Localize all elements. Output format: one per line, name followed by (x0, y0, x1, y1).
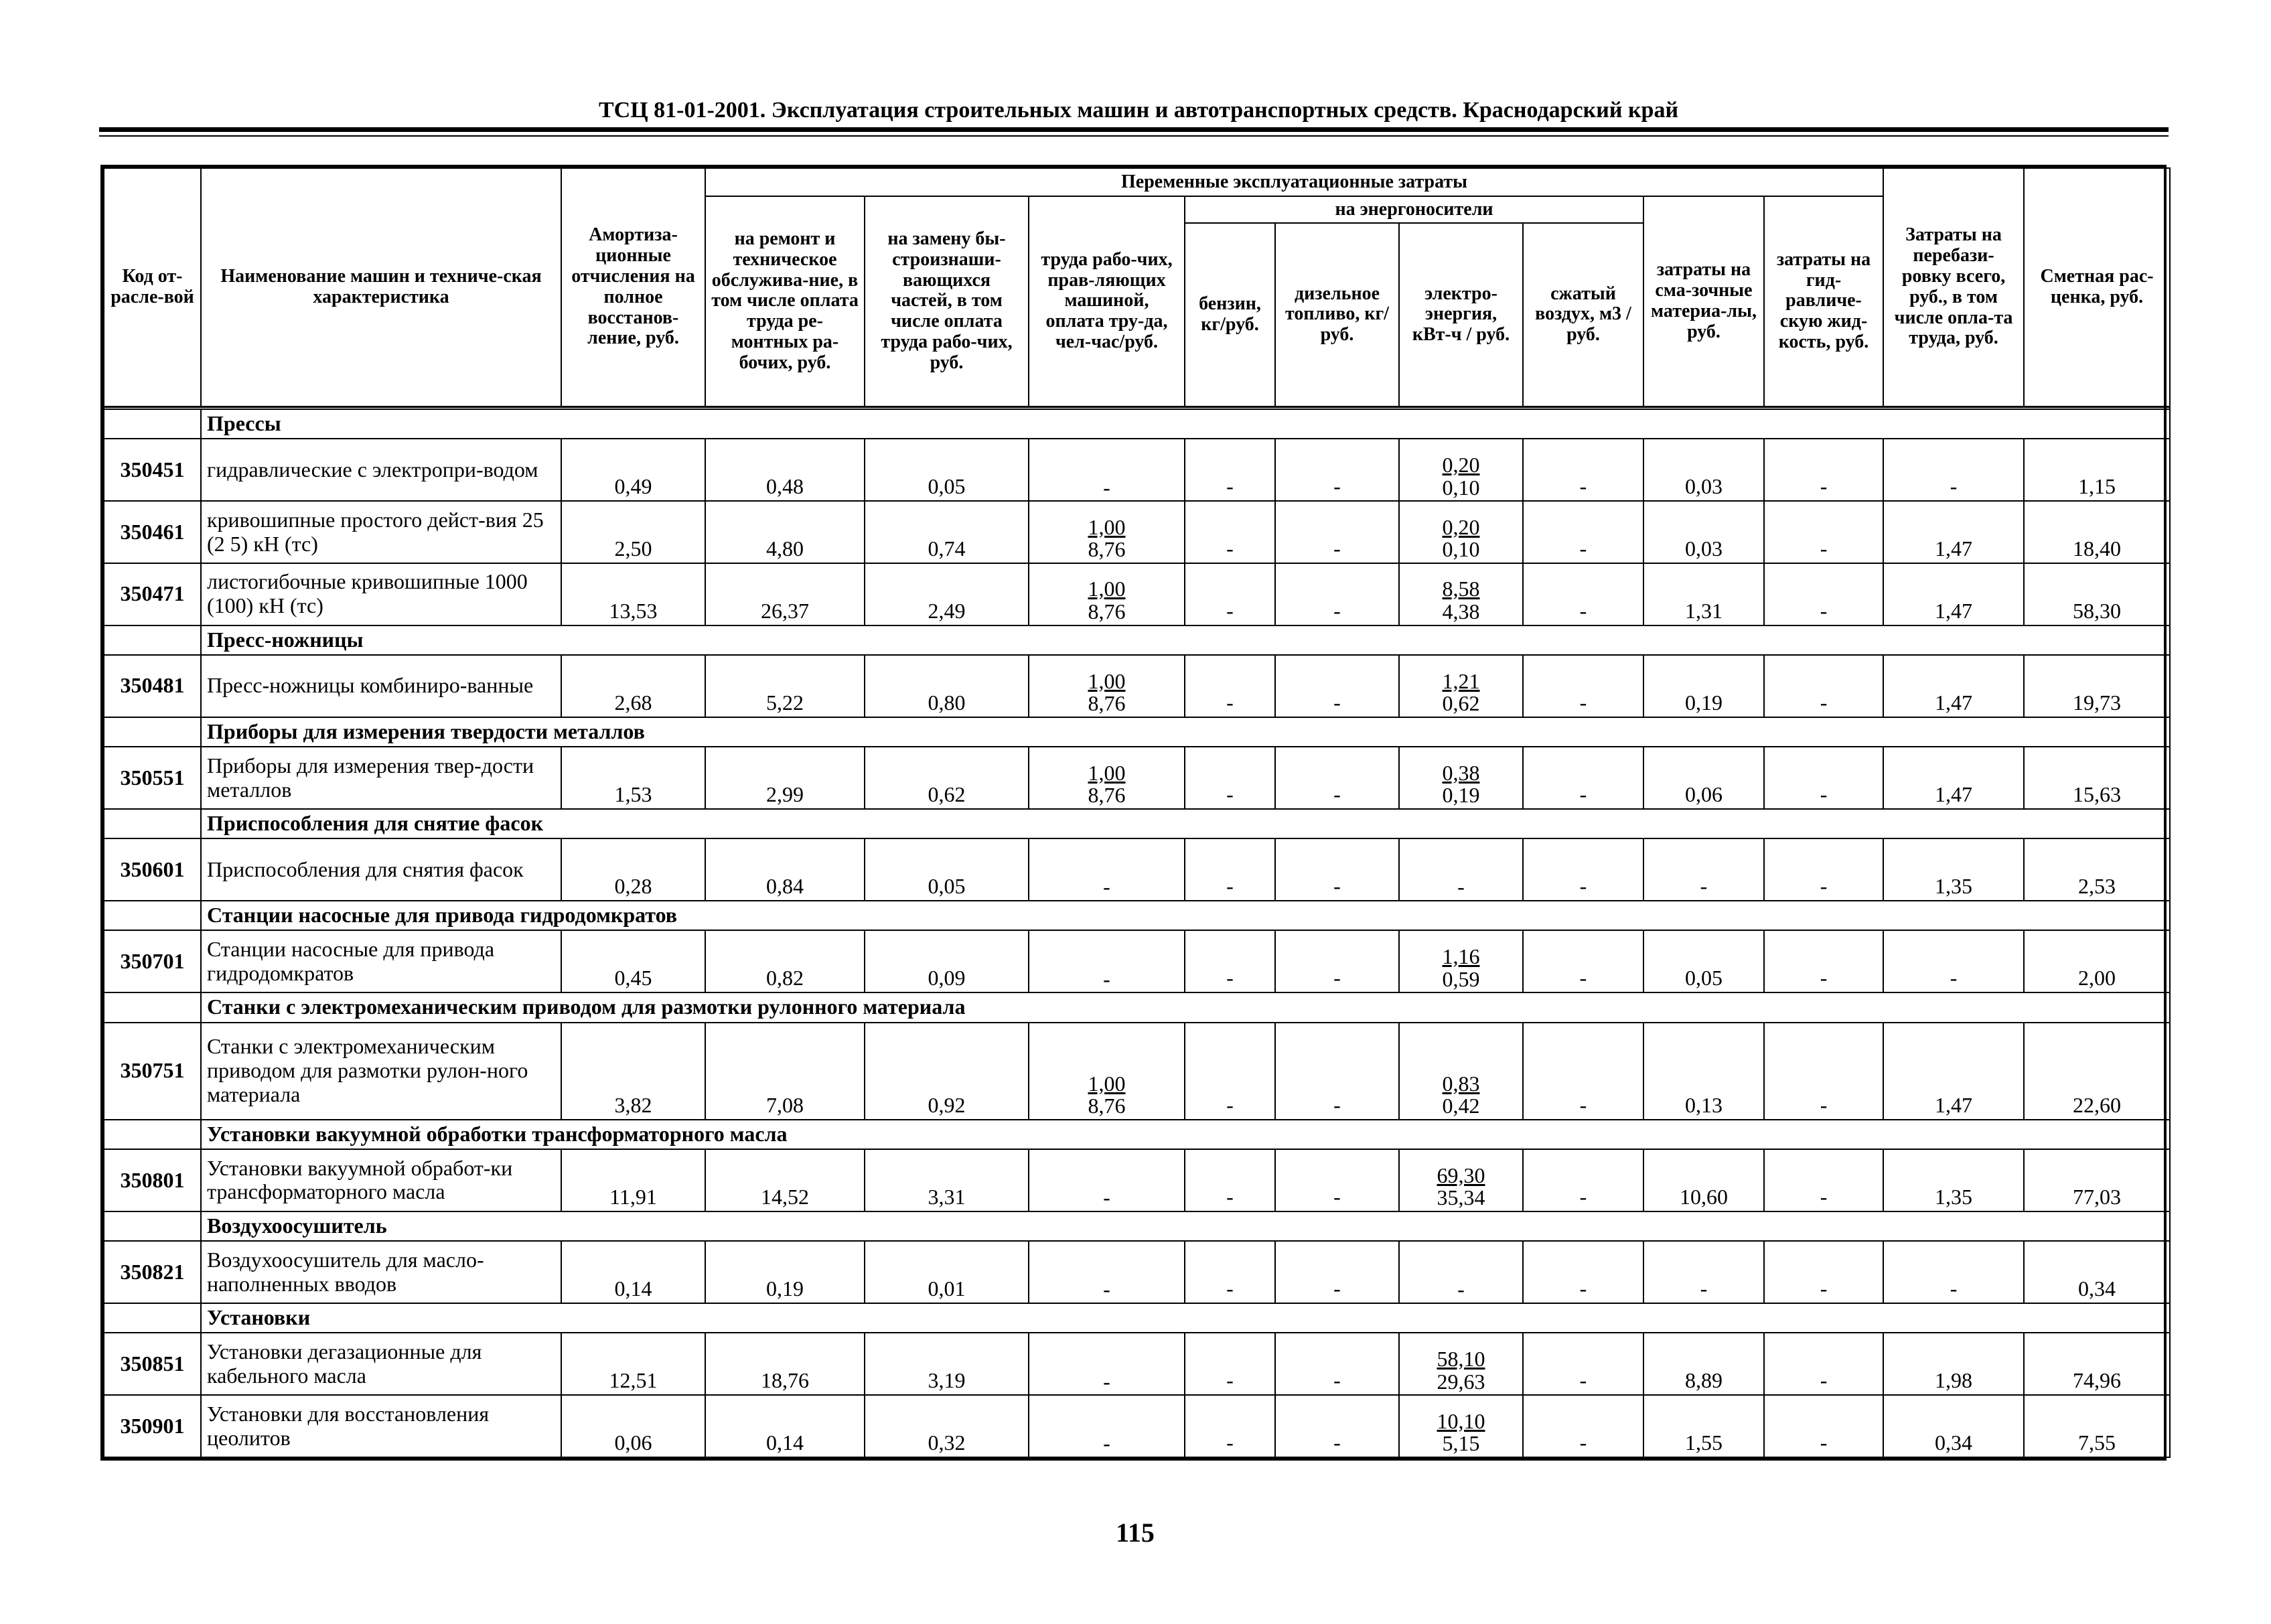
cell-air: - (1523, 1241, 1643, 1303)
cell-diesel: - (1275, 439, 1399, 501)
cell-name: Воздухоосушитель для масло-наполненных вводов (201, 1241, 561, 1303)
cell-relocation: 1,47 (1883, 1023, 2024, 1120)
cell-relocation: 1,47 (1883, 501, 2024, 563)
cell-repair: 2,99 (705, 747, 865, 809)
section-row (104, 409, 2170, 439)
section-title: Станки с электромеханическим приводом для размотки рулонного материала (201, 992, 2170, 1022)
cell-estimate: 77,03 (2024, 1149, 2170, 1211)
cell-labor-cost: 8,76 (1088, 783, 1126, 808)
cell-relocation: 0,34 (1883, 1395, 2024, 1457)
cell-air: - (1523, 747, 1643, 809)
cell-diesel: - (1275, 1333, 1399, 1395)
cell-hydraulic: - (1764, 747, 1883, 809)
cell-petrol: - (1185, 1149, 1275, 1211)
cell-estimate: 1,15 (2024, 439, 2170, 501)
table-row (104, 655, 2170, 717)
cell-electric-norm: 8,58 (1442, 577, 1480, 601)
cell-name: Установки дегазационные для кабельного масла (201, 1333, 561, 1395)
cell-lubricant: 8,89 (1643, 1333, 1764, 1395)
cell-estimate: 22,60 (2024, 1023, 2170, 1120)
cell-labor-norm: 1,00 (1088, 668, 1126, 693)
table-row (104, 1149, 2170, 1211)
cell-hydraulic: - (1764, 1241, 1883, 1303)
cell-lubricant: - (1643, 1241, 1764, 1303)
cell-hydraulic: - (1764, 1333, 1883, 1395)
cell-labor-cost: - (1103, 966, 1110, 991)
cell-amortization: 0,45 (561, 930, 705, 992)
cell-electric-cost: - (1457, 875, 1465, 899)
cell-lubricant: 0,06 (1643, 747, 1764, 809)
cell-estimate: 58,30 (2024, 563, 2170, 625)
cell-air: - (1523, 501, 1643, 563)
cell-electric (1399, 501, 1523, 563)
cell-diesel: - (1275, 501, 1399, 563)
cell-name: Приспособления для снятия фасок (201, 838, 561, 901)
cell-electric (1399, 1023, 1523, 1120)
cell-air: - (1523, 838, 1643, 901)
cell-amortization: 0,14 (561, 1241, 705, 1303)
header-lubricant: затраты на сма-зочные материа-лы, руб. (1643, 196, 1764, 407)
cell-repair: 0,84 (705, 838, 865, 901)
cell-repair: 26,37 (705, 563, 865, 625)
cell-code: 350751 (104, 1023, 201, 1120)
cell-amortization: 0,06 (561, 1395, 705, 1457)
cell-electric-cost: 0,59 (1442, 966, 1480, 991)
cell-repair: 4,80 (705, 501, 865, 563)
cell-labor (1029, 930, 1185, 992)
cell-hydraulic: - (1764, 1395, 1883, 1457)
header-estimate: Сметная рас-ценка, руб. (2024, 168, 2170, 407)
cell-repair: 5,22 (705, 655, 865, 717)
header-energy: на энергоносители (1185, 196, 1643, 223)
cell-replacement: 0,62 (865, 747, 1029, 809)
cell-electric-cost: 5,15 (1442, 1431, 1480, 1456)
cell-petrol: - (1185, 501, 1275, 563)
section-row (104, 901, 2170, 930)
cell-electric (1399, 655, 1523, 717)
rates-table (100, 165, 2167, 1461)
section-row (104, 1303, 2170, 1333)
cell-repair: 0,82 (705, 930, 865, 992)
cell-replacement: 0,01 (865, 1241, 1029, 1303)
section-title: Прессы (201, 409, 2170, 439)
cell-hydraulic: - (1764, 655, 1883, 717)
header-replacement: на замену бы-строизнаши-вающихся частей, в том числе оплата труда рабо-чих, руб. (865, 196, 1029, 407)
table-row (104, 1333, 2170, 1395)
page-title: ТСЦ 81-01-2001. Эксплуатация строительных машин и автотранспортных средств. Краснодарский край (598, 98, 1679, 123)
cell-diesel: - (1275, 1023, 1399, 1120)
cell-hydraulic: - (1764, 838, 1883, 901)
table-row (104, 1395, 2170, 1457)
cell-name: Станции насосные для привода гидродомкратов (201, 930, 561, 992)
cell-name: кривошипные простого дейст-вия 25 (2 5) кН (тс) (201, 501, 561, 563)
cell-electric-norm: 1,16 (1442, 944, 1480, 968)
cell-estimate: 18,40 (2024, 501, 2170, 563)
cell-hydraulic: - (1764, 563, 1883, 625)
cell-diesel: - (1275, 655, 1399, 717)
section-title: Пресс-ножницы (201, 625, 2170, 655)
cell-electric (1399, 1395, 1523, 1457)
cell-replacement: 3,19 (865, 1333, 1029, 1395)
cell-code: 350551 (104, 747, 201, 809)
section-title: Установки (201, 1303, 2170, 1333)
cell-air: - (1523, 563, 1643, 625)
cell-petrol: - (1185, 838, 1275, 901)
cell-electric-norm: 0,20 (1442, 514, 1480, 539)
cell-relocation: 1,47 (1883, 655, 2024, 717)
cell-estimate: 2,00 (2024, 930, 2170, 992)
cell-code: 350481 (104, 655, 201, 717)
cell-labor (1029, 1149, 1185, 1211)
cell-electric-cost: 0,10 (1442, 475, 1480, 500)
cell-amortization: 0,49 (561, 439, 705, 501)
cell-code: 350851 (104, 1333, 201, 1395)
cell-electric-cost: 35,34 (1437, 1185, 1485, 1210)
cell-amortization: 13,53 (561, 563, 705, 625)
header-amortization: Амортиза-ционные отчисления на полное восстанов-ление, руб. (561, 168, 705, 407)
cell-electric-cost: - (1457, 1277, 1465, 1302)
cell-lubricant: 0,13 (1643, 1023, 1764, 1120)
cell-labor-cost: 8,76 (1088, 537, 1126, 562)
cell-electric (1399, 1241, 1523, 1303)
cell-electric-cost: 29,63 (1437, 1369, 1485, 1394)
cell-code: 350601 (104, 838, 201, 901)
section-title: Приборы для измерения твердости металлов (201, 717, 2170, 747)
cell-lubricant: 0,03 (1643, 439, 1764, 501)
cell-repair: 0,48 (705, 439, 865, 501)
cell-diesel: - (1275, 1149, 1399, 1211)
cell-relocation: - (1883, 1241, 2024, 1303)
cell-estimate: 0,34 (2024, 1241, 2170, 1303)
cell-name: Установки вакуумной обработ-ки трансформаторного масла (201, 1149, 561, 1211)
cell-code: 350461 (104, 501, 201, 563)
cell-labor-cost: - (1103, 475, 1110, 500)
table-row (104, 747, 2170, 809)
cell-amortization: 12,51 (561, 1333, 705, 1395)
cell-amortization: 2,68 (561, 655, 705, 717)
cell-electric (1399, 838, 1523, 901)
cell-replacement: 0,32 (865, 1395, 1029, 1457)
section-row (104, 1211, 2170, 1241)
cell-hydraulic: - (1764, 1023, 1883, 1120)
section-row (104, 717, 2170, 747)
cell-electric (1399, 1333, 1523, 1395)
cell-electric (1399, 1149, 1523, 1211)
table-body (104, 409, 2170, 1457)
header-rule-thin (99, 135, 2169, 137)
header-diesel: дизельное топливо, кг/руб. (1275, 223, 1399, 407)
table-row (104, 1023, 2170, 1120)
section-title: Приспособления для снятие фасок (201, 809, 2170, 838)
cell-estimate: 15,63 (2024, 747, 2170, 809)
cell-petrol: - (1185, 747, 1275, 809)
cell-replacement: 2,49 (865, 563, 1029, 625)
cell-labor (1029, 1241, 1185, 1303)
cell-labor (1029, 838, 1185, 901)
cell-replacement: 0,05 (865, 838, 1029, 901)
cell-diesel: - (1275, 838, 1399, 901)
cell-lubricant: 0,05 (1643, 930, 1764, 992)
cell-petrol: - (1185, 563, 1275, 625)
cell-labor-cost: - (1103, 1369, 1110, 1394)
cell-electric-norm: 0,20 (1442, 452, 1480, 477)
cell-relocation: - (1883, 930, 2024, 992)
section-title: Воздухоосушитель (201, 1211, 2170, 1241)
cell-labor (1029, 1333, 1185, 1395)
cell-amortization: 0,28 (561, 838, 705, 901)
table-header (104, 168, 2170, 409)
cell-petrol: - (1185, 1333, 1275, 1395)
cell-air: - (1523, 439, 1643, 501)
cell-labor-cost: 8,76 (1088, 1094, 1126, 1118)
cell-petrol: - (1185, 655, 1275, 717)
cell-diesel: - (1275, 1241, 1399, 1303)
cell-amortization: 2,50 (561, 501, 705, 563)
cell-electric-norm: 0,38 (1442, 760, 1480, 785)
cell-lubricant: 0,03 (1643, 501, 1764, 563)
cell-replacement: 0,05 (865, 439, 1029, 501)
cell-code: 350801 (104, 1149, 201, 1211)
cell-lubricant: 1,31 (1643, 563, 1764, 625)
table-row (104, 563, 2170, 625)
table-row (104, 501, 2170, 563)
cell-name: гидравлические с электропри-водом (201, 439, 561, 501)
cell-petrol: - (1185, 930, 1275, 992)
cell-estimate: 2,53 (2024, 838, 2170, 901)
cell-electric-norm: 58,10 (1437, 1346, 1485, 1371)
table-row (104, 930, 2170, 992)
cell-hydraulic: - (1764, 1149, 1883, 1211)
cell-labor (1029, 439, 1185, 501)
section-title: Установки вакуумной обработки трансформаторного масла (201, 1120, 2170, 1149)
cell-relocation: 1,98 (1883, 1333, 2024, 1395)
cell-electric-cost: 0,10 (1442, 537, 1480, 562)
cell-diesel: - (1275, 1395, 1399, 1457)
cell-repair: 14,52 (705, 1149, 865, 1211)
cell-lubricant: - (1643, 838, 1764, 901)
cell-code: 350901 (104, 1395, 201, 1457)
header-labor: труда рабо-чих, прав-ляющих машиной, оплата тру-да, чел-час/руб. (1029, 196, 1185, 407)
cell-repair: 0,14 (705, 1395, 865, 1457)
cell-amortization: 11,91 (561, 1149, 705, 1211)
section-row (104, 1120, 2170, 1149)
cell-labor-cost: - (1103, 1431, 1110, 1456)
header-repair: на ремонт и техническое обслужива-ние, в том числе оплата труда ре-монтных ра-бочих, руб. (705, 196, 865, 407)
cell-labor-cost: 8,76 (1088, 599, 1126, 624)
cell-electric (1399, 930, 1523, 992)
cell-electric (1399, 747, 1523, 809)
header-air: сжатый воздух, м3 / руб. (1523, 223, 1643, 407)
cell-labor (1029, 563, 1185, 625)
cell-hydraulic: - (1764, 439, 1883, 501)
cell-replacement: 0,80 (865, 655, 1029, 717)
header-code: Код от-расле-вой (104, 168, 201, 407)
cell-electric-norm: 0,83 (1442, 1071, 1480, 1096)
cell-electric (1399, 563, 1523, 625)
cell-labor-cost: 8,76 (1088, 691, 1126, 716)
cell-diesel: - (1275, 930, 1399, 992)
cell-lubricant: 10,60 (1643, 1149, 1764, 1211)
cell-amortization: 1,53 (561, 747, 705, 809)
cell-labor (1029, 1023, 1185, 1120)
page-number: 115 (1116, 1518, 1155, 1548)
cell-name: Приборы для измерения твер-дости металлов (201, 747, 561, 809)
cell-air: - (1523, 655, 1643, 717)
header-hydraulic: затраты на гид-равличе-скую жид-кость, руб. (1764, 196, 1883, 407)
cell-hydraulic: - (1764, 930, 1883, 992)
cell-labor (1029, 501, 1185, 563)
cell-code: 350451 (104, 439, 201, 501)
cell-hydraulic: - (1764, 501, 1883, 563)
cell-labor (1029, 655, 1185, 717)
cell-repair: 7,08 (705, 1023, 865, 1120)
cell-air: - (1523, 1333, 1643, 1395)
cell-replacement: 0,09 (865, 930, 1029, 992)
cell-electric-norm: 69,30 (1437, 1163, 1485, 1187)
header-name: Наименование машин и техниче-ская характеристика (201, 168, 561, 407)
section-title: Станции насосные для привода гидродомкратов (201, 901, 2170, 930)
cell-code: 350821 (104, 1241, 201, 1303)
header-petrol: бензин, кг/руб. (1185, 223, 1275, 407)
cell-code: 350701 (104, 930, 201, 992)
cell-air: - (1523, 1395, 1643, 1457)
table-row (104, 1241, 2170, 1303)
section-row (104, 809, 2170, 838)
cell-relocation: - (1883, 439, 2024, 501)
cell-estimate: 7,55 (2024, 1395, 2170, 1457)
cell-labor-norm: 1,00 (1088, 760, 1126, 785)
cell-petrol: - (1185, 439, 1275, 501)
header-rule-thick (99, 127, 2169, 132)
cell-labor-cost: - (1103, 1277, 1110, 1302)
cell-labor (1029, 747, 1185, 809)
table-row (104, 838, 2170, 901)
cell-amortization: 3,82 (561, 1023, 705, 1120)
cell-replacement: 0,74 (865, 501, 1029, 563)
cell-lubricant: 1,55 (1643, 1395, 1764, 1457)
cell-name: Пресс-ножницы комбиниро-ванные (201, 655, 561, 717)
cell-estimate: 74,96 (2024, 1333, 2170, 1395)
cell-petrol: - (1185, 1395, 1275, 1457)
cell-replacement: 0,92 (865, 1023, 1029, 1120)
cell-air: - (1523, 930, 1643, 992)
cell-repair: 18,76 (705, 1333, 865, 1395)
cell-diesel: - (1275, 563, 1399, 625)
section-row (104, 625, 2170, 655)
cell-replacement: 3,31 (865, 1149, 1029, 1211)
cell-code: 350471 (104, 563, 201, 625)
cell-relocation: 1,35 (1883, 1149, 2024, 1211)
cell-diesel: - (1275, 747, 1399, 809)
cell-name: листогибочные кривошипные 1000 (100) кН (тс) (201, 563, 561, 625)
cell-relocation: 1,47 (1883, 747, 2024, 809)
cell-estimate: 19,73 (2024, 655, 2170, 717)
header-electric: электро-энергия, кВт-ч / руб. (1399, 223, 1523, 407)
cell-electric-cost: 4,38 (1442, 599, 1480, 624)
cell-petrol: - (1185, 1023, 1275, 1120)
cell-labor (1029, 1395, 1185, 1457)
cell-electric-cost: 0,42 (1442, 1094, 1480, 1118)
cell-electric-norm: 1,21 (1442, 668, 1480, 693)
cell-labor-cost: - (1103, 1185, 1110, 1210)
table-row (104, 439, 2170, 501)
cell-electric-cost: 0,62 (1442, 691, 1480, 716)
cell-repair: 0,19 (705, 1241, 865, 1303)
cell-lubricant: 0,19 (1643, 655, 1764, 717)
cell-relocation: 1,35 (1883, 838, 2024, 901)
cell-labor-norm: 1,00 (1088, 1071, 1126, 1096)
cell-electric-cost: 0,19 (1442, 783, 1480, 808)
cell-name: Станки с электромеханическим приводом для размотки рулон-ного материала (201, 1023, 561, 1120)
cell-relocation: 1,47 (1883, 563, 2024, 625)
cell-air: - (1523, 1149, 1643, 1211)
cell-labor-norm: 1,00 (1088, 514, 1126, 539)
cell-electric (1399, 439, 1523, 501)
cell-labor-cost: - (1103, 875, 1110, 899)
header-variable-costs: Переменные эксплуатационные затраты (705, 168, 1883, 196)
header-relocation: Затраты на перебази-ровку всего, руб., в том числе опла-та труда, руб. (1883, 168, 2024, 407)
cell-air: - (1523, 1023, 1643, 1120)
cell-name: Установки для восстановления цеолитов (201, 1395, 561, 1457)
cell-labor-norm: 1,00 (1088, 577, 1126, 601)
cell-electric-norm: 10,10 (1437, 1408, 1485, 1433)
cell-petrol: - (1185, 1241, 1275, 1303)
section-row (104, 992, 2170, 1022)
